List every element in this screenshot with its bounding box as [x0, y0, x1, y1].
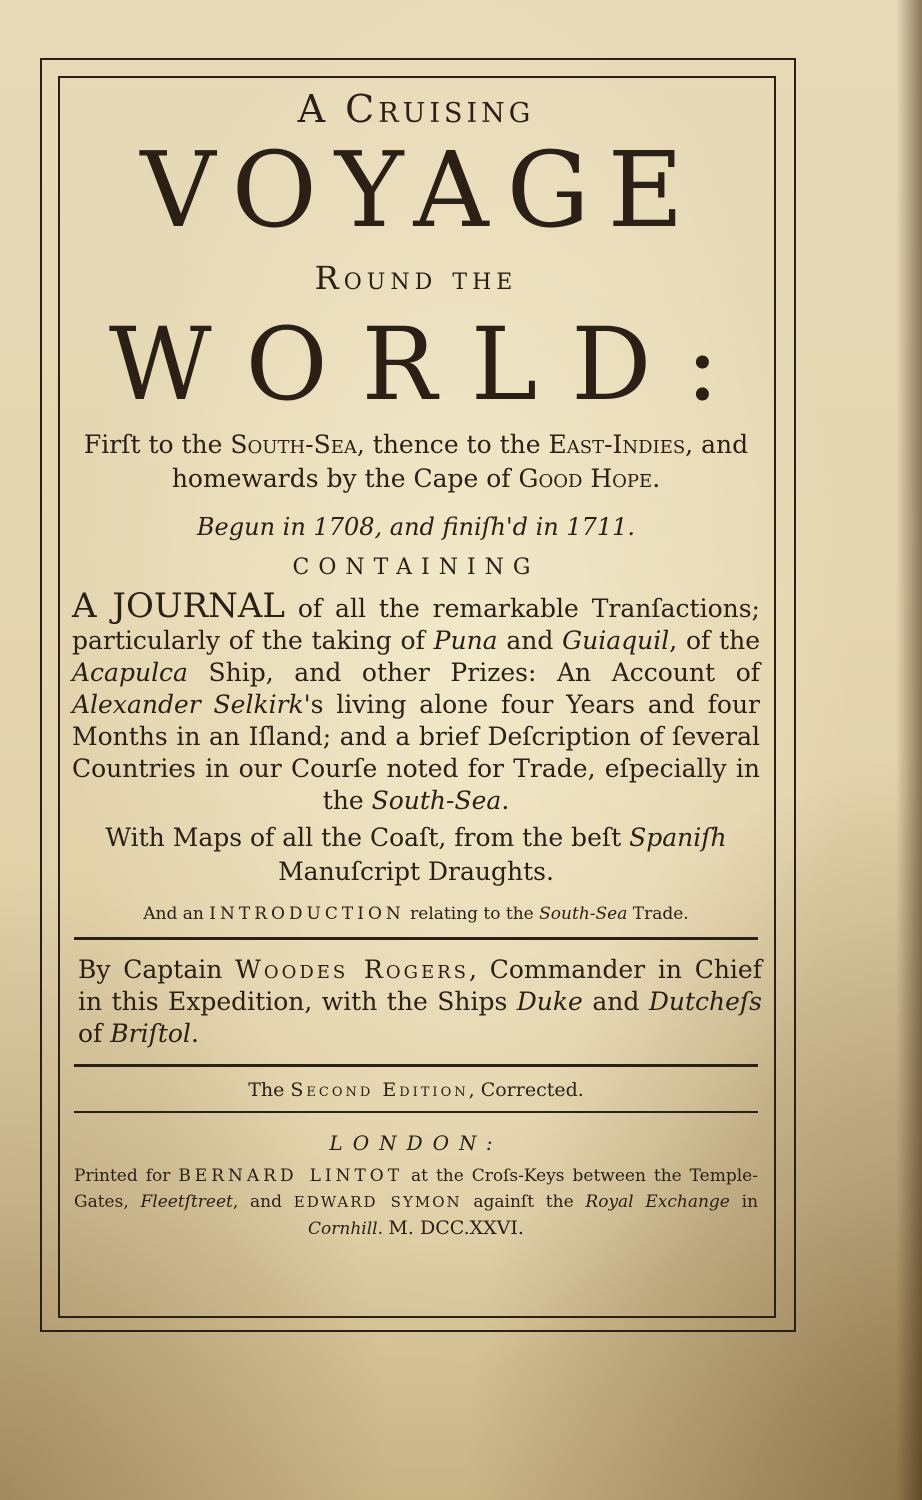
maps-spanish: Spaniſh	[629, 823, 727, 852]
journal-paragraph	[70, 586, 762, 817]
journal-acapulca: Acapulca	[72, 658, 188, 687]
maps-text: With Maps of all the Coaſt, from the beſt	[105, 823, 630, 852]
introduction-line	[70, 901, 762, 927]
route-text: Firſt to the	[83, 430, 231, 459]
route-text: , and homewards by the Cape of	[171, 430, 749, 493]
route-text: .	[652, 464, 661, 493]
journal-puna: Puna	[433, 626, 498, 655]
author-text: of	[78, 1019, 111, 1048]
journal-text: , of the	[669, 626, 760, 655]
ship-dutchess: Dutcheſs	[648, 987, 762, 1016]
author-bristol: Briſtol	[110, 1019, 191, 1048]
route-good-hope: Good Hope	[518, 464, 653, 493]
author-text: By Captain	[78, 955, 236, 984]
edition-text: The	[248, 1079, 291, 1101]
divider-rule	[74, 1064, 758, 1067]
divider-rule	[74, 937, 758, 940]
journal-text: 's living alone four Years and four Months in an Iſland; and a brief Deſcription of ſeveral Countries in our Courſe noted for Trade, eſpecially in the	[72, 690, 760, 815]
author-paragraph	[70, 954, 762, 1050]
containing-heading: CONTAINING	[292, 555, 540, 580]
journal-text: and	[497, 626, 563, 655]
imprint-text: at the Croſs-Keys between the Temple-Gates,	[74, 1166, 758, 1212]
intro-south-sea: South-Sea	[539, 904, 628, 924]
maps-paragraph	[70, 821, 762, 889]
imprint-lintot: BERNARD LINTOT	[178, 1166, 404, 1186]
imprint-text: in	[729, 1192, 759, 1212]
imprint-text: , and	[232, 1192, 294, 1212]
author-name: Woodes Rogers	[235, 955, 469, 984]
ship-duke: Duke	[516, 987, 583, 1016]
page-edge-shadow	[896, 0, 922, 1500]
journal-text: Ship, and other Prizes: An Account of	[187, 658, 760, 687]
intro-text: Trade.	[627, 904, 689, 924]
journal-text: .	[501, 786, 510, 815]
divider-rule	[74, 1111, 758, 1113]
title-line-3: Round the	[314, 259, 518, 297]
imprint-fleetstreet: Fleetſtreet	[140, 1192, 233, 1212]
imprint-cornhill: Cornhill	[308, 1219, 378, 1239]
route-text: , thence to the	[356, 430, 549, 459]
author-text: .	[190, 1019, 199, 1048]
route-east-indies: East-Indies	[548, 430, 686, 459]
imprint-text: Printed for	[74, 1166, 179, 1186]
journal-guiaquil: Guiaquil	[562, 626, 670, 655]
author-text: , Commander in Chief in this Expedition, with the Ships	[78, 955, 762, 1016]
title-block	[70, 84, 762, 1242]
maps-text: Manuſcript Draughts.	[278, 857, 554, 886]
journal-south-sea: South-Sea	[371, 786, 502, 815]
intro-text: And an	[143, 904, 210, 924]
title-line-1: A Cruising	[297, 87, 535, 131]
edition-line	[70, 1075, 762, 1105]
imprint-year: M. DCC.XXVI.	[388, 1217, 524, 1239]
edition-second: Second Edition	[290, 1079, 469, 1101]
route-south-sea: South-Sea	[230, 430, 357, 459]
title-line-world: WORLD:	[108, 306, 754, 423]
imprint-exchange: Royal Exchange	[585, 1192, 730, 1212]
author-text: and	[582, 987, 649, 1016]
imprint-paragraph	[70, 1163, 762, 1242]
journal-selkirk: Alexander Selkirk	[72, 690, 304, 719]
edition-text: , Corrected.	[468, 1079, 584, 1101]
voyage-dates: Begun in 1708, and finiſh'd in 1711.	[196, 513, 636, 541]
route-paragraph	[70, 428, 762, 496]
journal-lead: A JOURNAL	[72, 586, 285, 626]
imprint-text: againſt the	[461, 1192, 586, 1212]
imprint-symon: EDWARD SYMON	[293, 1193, 462, 1211]
title-line-voyage: VOYAGE	[140, 129, 702, 251]
imprint-city: LONDON:	[329, 1131, 503, 1155]
intro-text: relating to the	[404, 904, 540, 924]
intro-introduction: INTRODUCTION	[209, 904, 405, 924]
journal-text: of all the remarkable Tranſactions; particularly of the taking of	[72, 594, 760, 655]
imprint-text: .	[377, 1219, 384, 1239]
